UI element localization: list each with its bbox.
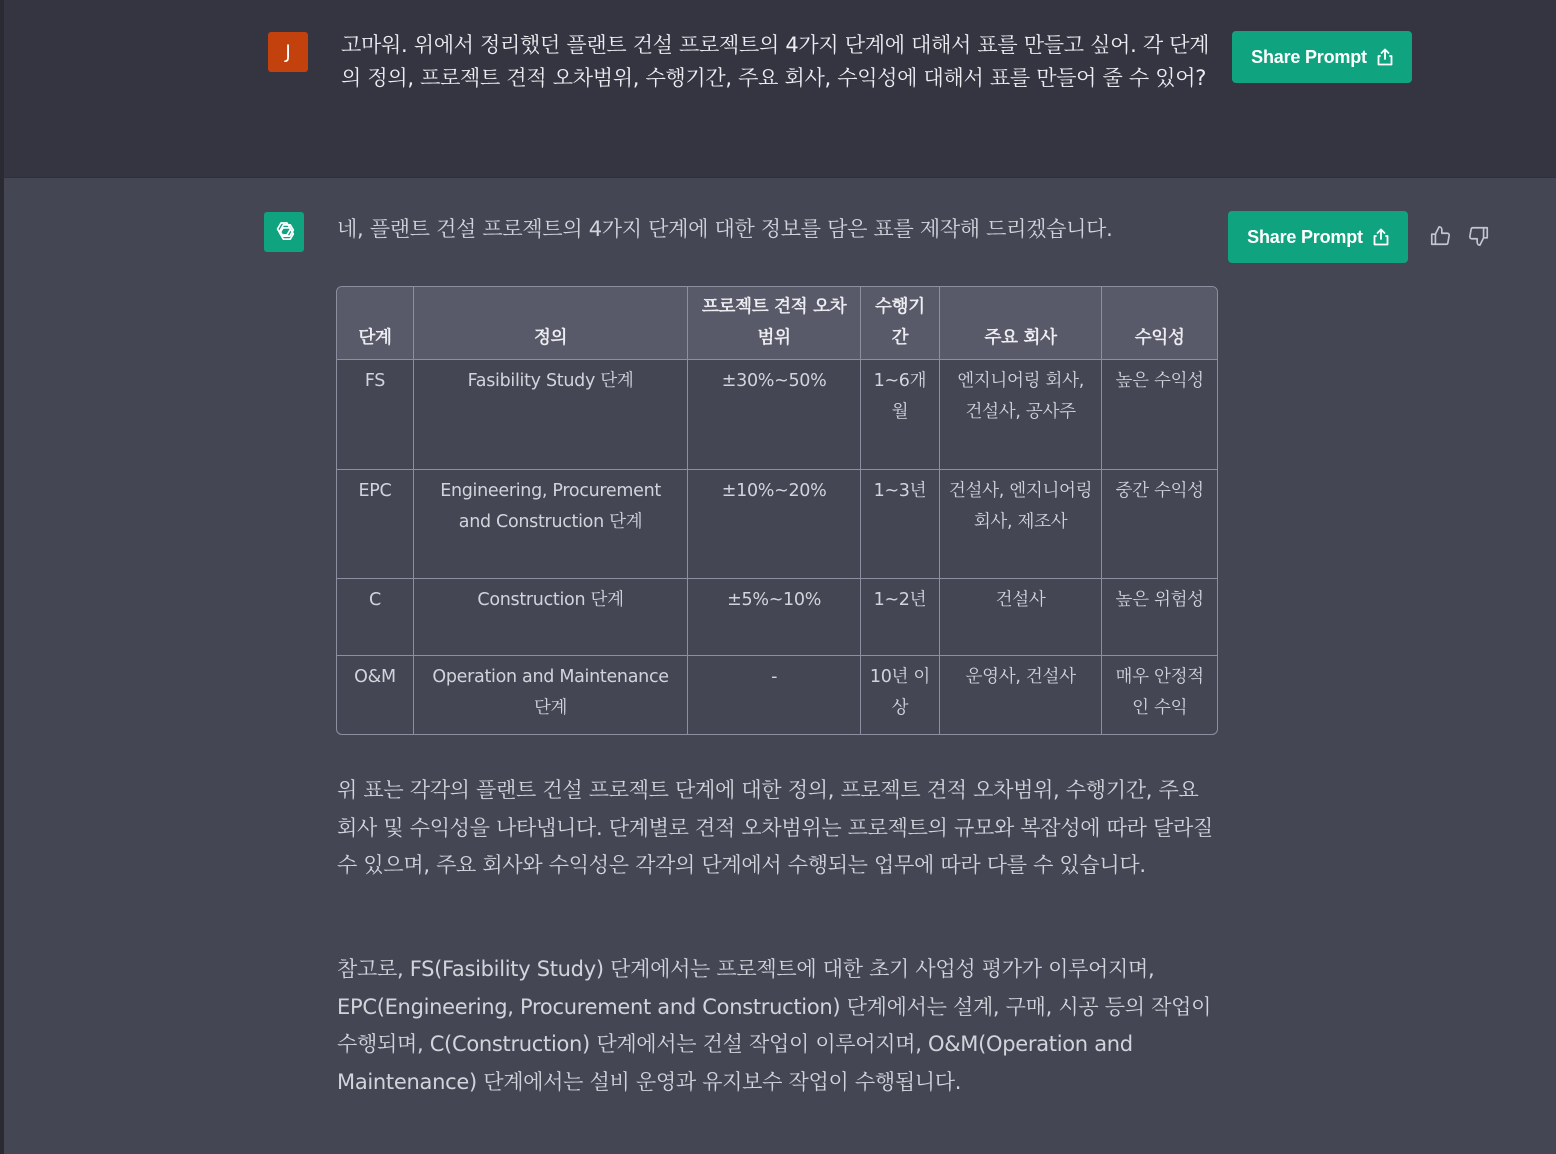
thumbs-up-icon[interactable]	[1427, 223, 1453, 249]
share-prompt-label: Share Prompt	[1247, 226, 1363, 247]
table-cell: ±30%~50%	[688, 360, 861, 470]
table-row	[337, 656, 1217, 734]
table-header-cell: 수행기간	[861, 287, 940, 360]
user-message	[0, 0, 1556, 178]
table-cell: 10년 이상	[861, 656, 940, 734]
share-icon	[1377, 48, 1393, 66]
table-cell: ±10%~20%	[688, 470, 861, 579]
table-cell: 매우 안정적인 수익	[1115, 667, 1204, 718]
table-cell: O&M	[337, 656, 414, 734]
table-cell: 건설사, 엔지니어링 회사, 제조사	[940, 470, 1102, 579]
table-cell: 중간 수익성	[1102, 470, 1217, 579]
table-cell: ±5%~10%	[688, 579, 861, 656]
table-cell: 건설사	[940, 579, 1102, 656]
table-header-cell: 단계	[337, 287, 414, 360]
table-cell: 높은 수익성	[1102, 360, 1217, 470]
table-cell: 1~3년	[861, 470, 940, 579]
thumbs-down-icon[interactable]	[1466, 223, 1492, 249]
user-avatar-letter: J	[285, 41, 291, 63]
table-cell: 운영사, 건설사	[940, 656, 1102, 734]
table-header-cell: 정의	[414, 287, 688, 360]
table-cell: Construction 단계	[414, 579, 688, 656]
table-cell: FS	[337, 360, 414, 470]
openai-logo-icon	[264, 212, 304, 252]
table-cell: 엔지니어링 회사, 건설사, 공사주	[940, 360, 1102, 470]
table-header-cell: 주요 회사	[940, 287, 1102, 360]
table-cell: 1~6개월	[861, 360, 940, 470]
share-icon	[1373, 228, 1389, 246]
table-cell: Operation and Maintenance 단계	[414, 656, 688, 734]
table-cell: C	[337, 579, 414, 656]
table-cell: Fasibility Study 단계	[414, 360, 688, 470]
table-row	[337, 470, 1217, 579]
share-prompt-button[interactable]	[1232, 31, 1412, 83]
assistant-paragraph: 참고로, FS(Fasibility Study) 단계에서는 프로젝트에 대한 초기 사업성 평가가 이루어지며, EPC(Engineering, Procurement and Construction) 단계에서는 설계, 구매, 시공 등의 작업이 수행되며, C(Construction) 단계에서는 건설 작업이 이루어지며, O&M(Operation and Maintenance) 단계에서는 설비 운영과 유지보수 작업이 수행됩니다.	[337, 957, 1212, 1094]
share-prompt-button[interactable]	[1228, 211, 1408, 263]
table-cell: 1~2년	[861, 579, 940, 656]
table-header-cell: 프로젝트 견적 오차범위	[688, 287, 861, 360]
user-message-text: 고마워. 위에서 정리했던 플랜트 건설 프로젝트의 4가지 단계에 대해서 표를 만들고 싶어. 각 단계의 정의, 프로젝트 견적 오차범위, 수행기간, 주요 회사, 수익성에 대해서 표를 만들어 줄 수 있어?	[341, 33, 1210, 90]
table-cell: Engineering, Procurement and Construction 단계	[414, 470, 688, 579]
assistant-intro-text: 네, 플랜트 건설 프로젝트의 4가지 단계에 대한 정보를 담은 표를 제작해 드리겠습니다.	[337, 217, 1113, 241]
table-row	[337, 360, 1217, 470]
stages-table	[336, 286, 1218, 735]
table-header-cell: 수익성	[1102, 287, 1217, 360]
table-cell: EPC	[337, 470, 414, 579]
assistant-paragraph: 위 표는 각각의 플랜트 건설 프로젝트 단계에 대한 정의, 프로젝트 견적 오차범위, 수행기간, 주요 회사 및 수익성을 나타냅니다. 단계별로 견적 오차범위는 프로젝트의 규모와 복잡성에 따라 달라질 수 있으며, 주요 회사와 수익성은 각각의 단계에서 수행되는 업무에 따라 다를 수 있습니다.	[337, 778, 1213, 877]
user-avatar	[268, 32, 308, 72]
table-cell: -	[688, 656, 861, 734]
share-prompt-label: Share Prompt	[1251, 46, 1367, 67]
table-cell: 높은 위험성	[1102, 579, 1217, 656]
table-header-row	[337, 287, 1217, 360]
table-row	[337, 579, 1217, 656]
